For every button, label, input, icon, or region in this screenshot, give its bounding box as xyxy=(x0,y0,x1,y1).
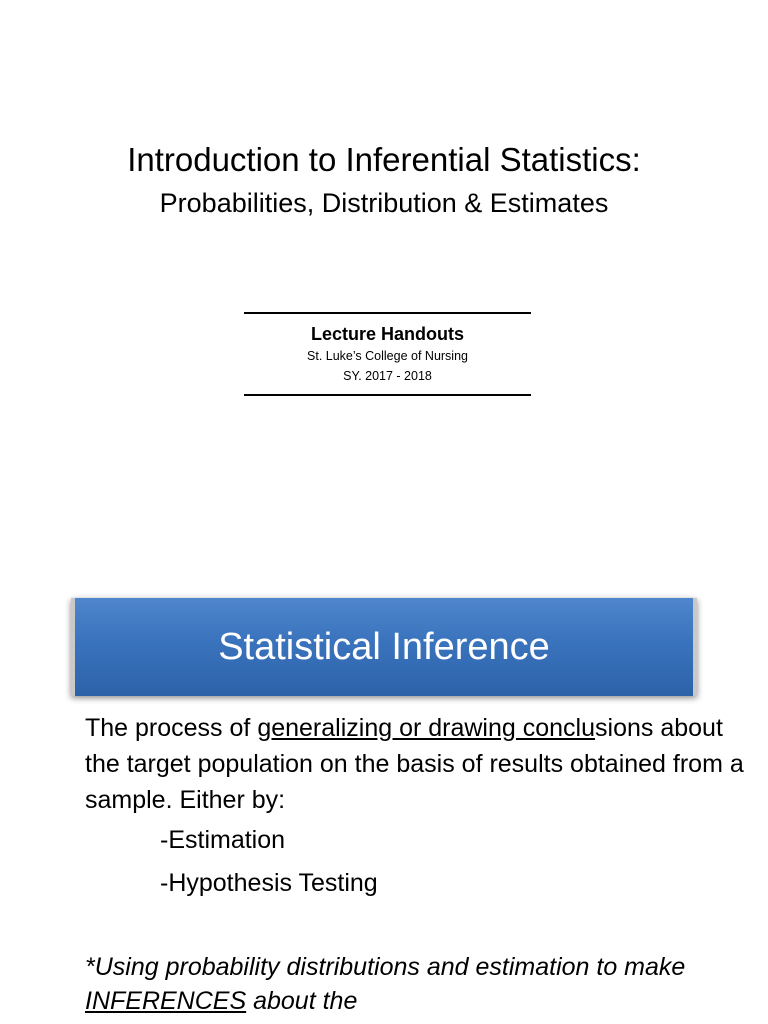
definition-text-1: The process of xyxy=(85,714,258,742)
institution-name: St. Luke’s College of Nursing xyxy=(307,349,468,363)
school-year: SY. 2017 - 2018 xyxy=(343,369,432,383)
definition-underlined: generalizing or drawing conclu xyxy=(257,714,596,742)
banner-title: Statistical Inference xyxy=(218,625,550,668)
note-underlined: INFERENCES xyxy=(85,987,247,1015)
note-text-1: *Using probability distributions and estimation to make xyxy=(85,953,686,981)
note-text-2: about the xyxy=(246,987,358,1015)
definition-text-2: sions about the target population on the basis of results obtained from a sample. Either by: xyxy=(85,714,744,814)
handout-info-box xyxy=(244,312,531,396)
method-hypothesis-testing: -Hypothesis Testing xyxy=(160,869,378,897)
statistical-inference-slide xyxy=(0,560,768,1024)
slide-banner xyxy=(71,598,697,696)
definition-paragraph xyxy=(85,710,755,818)
note-paragraph xyxy=(85,950,755,1018)
slide-title: Introduction to Inferential Statistics: xyxy=(127,141,641,178)
slide-subtitle: Probabilities, Distribution & Estimates xyxy=(159,188,609,218)
method-estimation: -Estimation xyxy=(160,826,286,854)
handout-title: Lecture Handouts xyxy=(310,324,465,344)
